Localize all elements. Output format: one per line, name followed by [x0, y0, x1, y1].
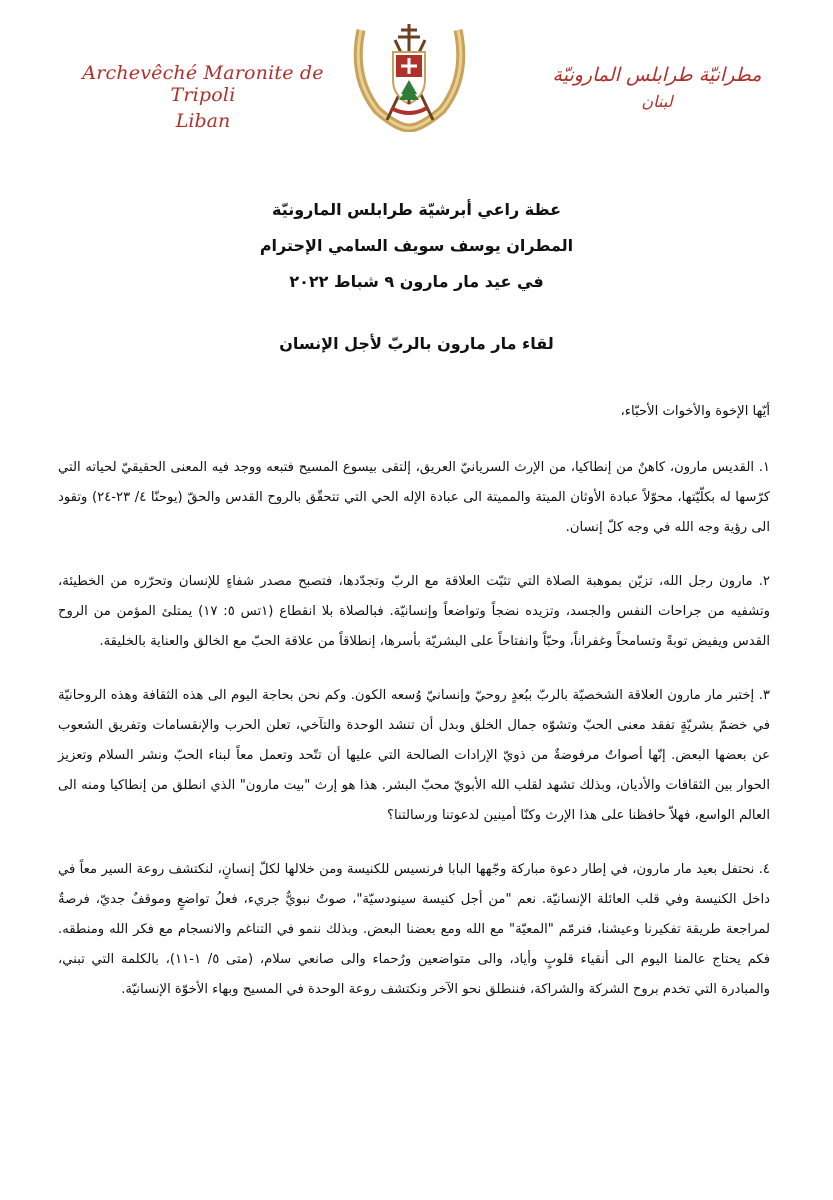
- letterhead-french: [58, 62, 348, 132]
- paragraph-3: ٣. إختبر مار مارون العلاقة الشخصيّة بالربّ ببُعدٍ روحيّ وإنسانيّ وُسعه الكون. وكم نحن بحاجة اليوم الى هذه الثقافة وهذه الروحانيّة في خضمّ بشريّةٍ تفقد معنى الحبّ وتشوّه جمال الخلق وبدل أن تنشد الوحدة والتآخي، تعلن الحرب والإنقسامات وتفريق الشعوب عن بعضها البعض. إنّها أصواتٌ مرفوضةٌ من ذويّ الإرادات الصالحة التي عليها أن تتّحد وتعمل معاً لبناء الحبّ ونشر السلام وتعزيز الحوار بين الثقافات والأديان، وبذلك تشهد لقلب الله الأبويّ محبّ البشر. هذا هو إرث "بيت مارون" الذي انطلق من إنطاكيا ومنه الى العالم الواسع، فهلاّ حافظنا على هذا الإرث وكنّا أمينين لدعوتنا ورسالتنا؟: [58, 688, 770, 823]
- letterhead-arabic-name: مطرانيّة طرابلس المارونيّة: [552, 64, 762, 86]
- sermon-title-line3: في عيد مار مارون ٩ شباط ٢٠٢٢: [289, 272, 544, 291]
- letterhead-arabic-country: لبنان: [641, 92, 673, 111]
- paragraph-2: ٢. مارون رجل الله، تزيّن بموهبة الصلاة التي تثبّت العلاقة مع الربّ وتجدّدها، فتصبح مصدر شفاءٍ للإنسان وتحرّره من الخطيئة، وتشفيه من جراحات النفس والجسد، وتزيده نضجاً وتواضعاً وإنسانيّة. فبالصلاة بلا انقطاع (١تس ٥: ١٧) يمتلئ المؤمن من الروح القدس ويفيض توبةً وتسامحاً وغفراناً، وحبّاً وانفتاحاً على البشريّة بأسرها، إنطلاقاً من علاقة الحبّ مع الخالق والعناية بالخليقة.: [58, 574, 770, 649]
- paragraph-1: ١. القديس مارون، كاهنٌ من إنطاكيا، من الإرث السريانيّ العريق، إلتقى بيسوع المسيح فتبعه ووجد فيه المعنى الحقيقيّ لحياته التي كرّسها له بكلّيّتها، محوّلاً عبادة الأوثان الميتة والمميتة الى عبادة الإله الحي التي تتحقّق بالروح القدس والحقّ (يوحنّا ٤/ ٢٣-٢٤) وتقود الى رؤية وجه الله في وجه كلّ إنسان.: [58, 460, 770, 535]
- sermon-subtitle: لقاء مار مارون بالربّ لأجل الإنسان: [279, 334, 554, 353]
- letterhead-french-name: Archevêché Maronite de Tripoli: [82, 62, 324, 106]
- sermon-titles: [0, 192, 833, 362]
- letterhead: [0, 0, 833, 150]
- sermon-body: [58, 397, 770, 1029]
- letterhead-french-country: Liban: [175, 110, 231, 132]
- maronite-archdiocese-coat-of-arms-icon: [347, 22, 472, 132]
- paragraph-4: ٤. نحتفل بعيد مار مارون، في إطار دعوة مباركة وجّهها البابا فرنسيس للكنيسة ومن خلالها لكلّ إنسانٍ، لنكتشف روعة السير معاً في داخل الكنيسة وفي قلب العائلة الإنسانيّة. نعم "من أجل كنيسة سينودسيّة"، صوتٌ نبويٌّ جريء، فعلُ تواضعٍ وموقفٌ جديّ، فرصةٌ لمراجعة طريقة تفكيرنا وعيشنا، فنرمّم "المعيّة" مع الله ومع بعضنا البعض. وبذلك ننمو في التناغم والانسجام مع فكر الله ومنطقه. فكم يحتاج عالمنا اليوم الى أنقياء قلوبٍ وأياد، والى متواضعين ورُحماء والى صانعي سلام، (متى ٥/ ١-١١)، بالكلمة التي تبني، والمبادرة التي تخدم بروح الشركة والشراكة، فننطلق نحو الآخر ونكتشف روعة الوحدة في المسيح وبهاء الأخوّة الإنسانيّة.: [58, 862, 770, 997]
- sermon-title-line1: عظة راعي أبرشيّة طرابلس المارونيّة: [271, 200, 561, 219]
- sermon-title-line2: المطران يوسف سويف السامي الإحترام: [259, 236, 574, 255]
- letterhead-arabic: [537, 64, 777, 111]
- greeting: أيّها الإخوة والأخوات الأحبّاء،: [620, 404, 770, 419]
